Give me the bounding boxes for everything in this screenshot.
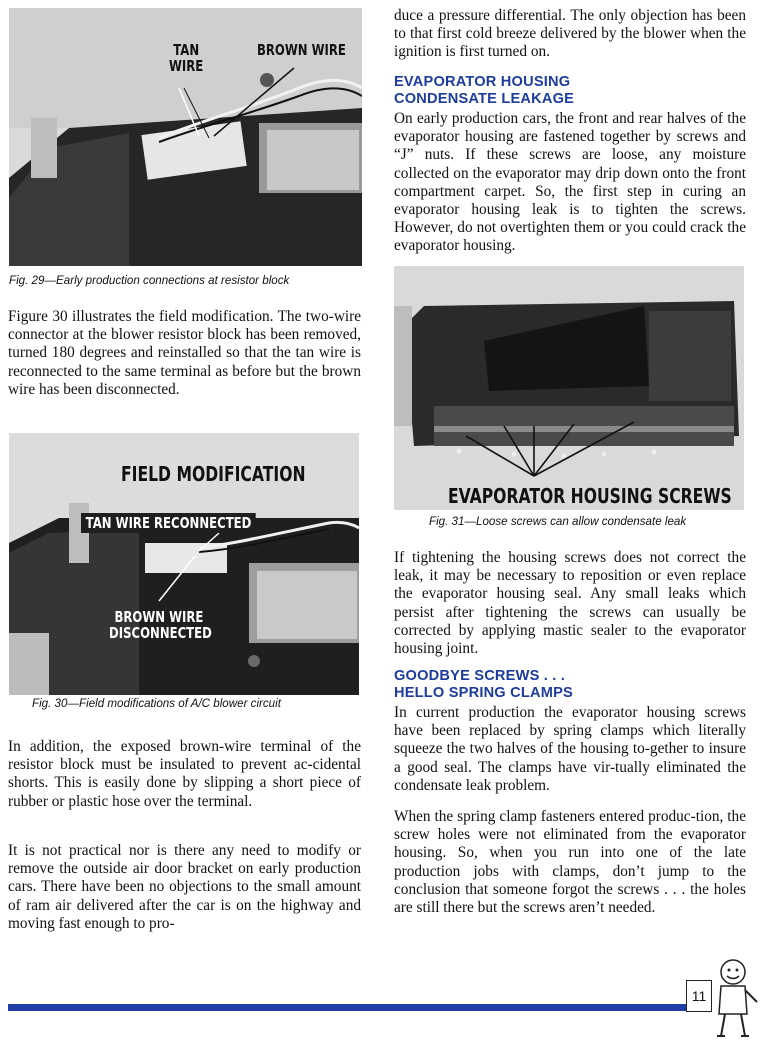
heading-evaporator-condensate: EVAPORATOR HOUSING CONDENSATE LEAKAGE: [394, 74, 575, 107]
footer-blue-bar: [8, 1004, 692, 1011]
fig30-photo: [9, 433, 359, 695]
para-evaporator-condensate: On early production cars, the front and rear halves of the evaporator housing are fastened together by screws and “J” nuts. If these screws are loose, any moisture collected on the evaporator may drip down onto the front compartment carpet. So, the first step in curing an evaporator housing leak is to tighten the screws. However, do not overtighten them or you could crack the evaporator housing.: [394, 110, 746, 255]
page-number: 11: [686, 980, 712, 1012]
para-goodbye-screws: In current production the evaporator housing screws have been replaced by spring clamps which literally squeeze the two halves of the housing to-gether to insure a good seal. The clamps have vir-tually eliminated the condensate leak problem.: [394, 704, 746, 794]
fig29-photo: [9, 8, 362, 266]
fig30-caption: Fig. 30—Field modifications of A/C blower circuit: [32, 697, 281, 710]
fig29-caption: Fig. 29—Early production connections at resistor block: [9, 274, 290, 287]
evaporator-housing-image: [394, 266, 744, 510]
fig29-brown-wire-label: BROWN WIRE: [257, 41, 346, 59]
fig31-evaporator-screws-label: EVAPORATOR HOUSING SCREWS: [448, 484, 732, 508]
para-addition: In addition, the exposed brown-wire terminal of the resistor block must be insulated to prevent ac-cidental shorts. This is easily done by slipping a short piece of rubber or plastic hose over the terminal.: [8, 738, 361, 810]
para-continued: duce a pressure differential. The only objection has been to that first cold breeze delivered by the blower when the ignition is first turned on.: [394, 7, 746, 61]
fig31-caption: Fig. 31—Loose screws can allow condensate leak: [429, 515, 687, 528]
fig31-photo: [394, 266, 744, 510]
para-fig30-description: Figure 30 illustrates the field modification. The two-wire connector at the blower resistor block has been removed, turned 180 degrees and reinstalled so that the tan wire is reconnected to the same terminal as before but the brown wire has been disconnected.: [8, 308, 361, 398]
fig30-brown-wire-disconnected-label: BROWN WIRE DISCONNECTED: [109, 608, 212, 642]
para-not-practical: It is not practical nor is there any need to modify or remove the outside air door bracket on early production cars. There have been no objections to the small amount of ram air delivered after the car is on the highway and moving fast enough to pro-: [8, 842, 361, 932]
fig30-title: FIELD MODIFICATION: [121, 462, 306, 486]
fig30-tan-wire-reconnected-label: TAN WIRE RECONNECTED: [81, 513, 256, 533]
para-spring-clamp: When the spring clamp fasteners entered produc-tion, the screw holes were not eliminated from the evaporator housing. So, when you run into one of the late production jobs with clamps, don’t jump to the conclusion that someone forgot the screws . . . the holes are still there but the screws aren’t needed.: [394, 808, 746, 917]
fig29-tan-wire-label: TAN WIRE: [169, 41, 204, 75]
para-tightening: If tightening the housing screws does not correct the leak, it may be necessary to reposition or even replace the evaporator housing seal. Any small leaks which persist after tightening the screws can usually be corrected by applying mastic sealer to the evaporator housing joint.: [394, 549, 746, 658]
mascot-figure-icon: [703, 958, 759, 1042]
heading-goodbye-screws: GOODBYE SCREWS . . . HELLO SPRING CLAMPS: [394, 668, 573, 701]
